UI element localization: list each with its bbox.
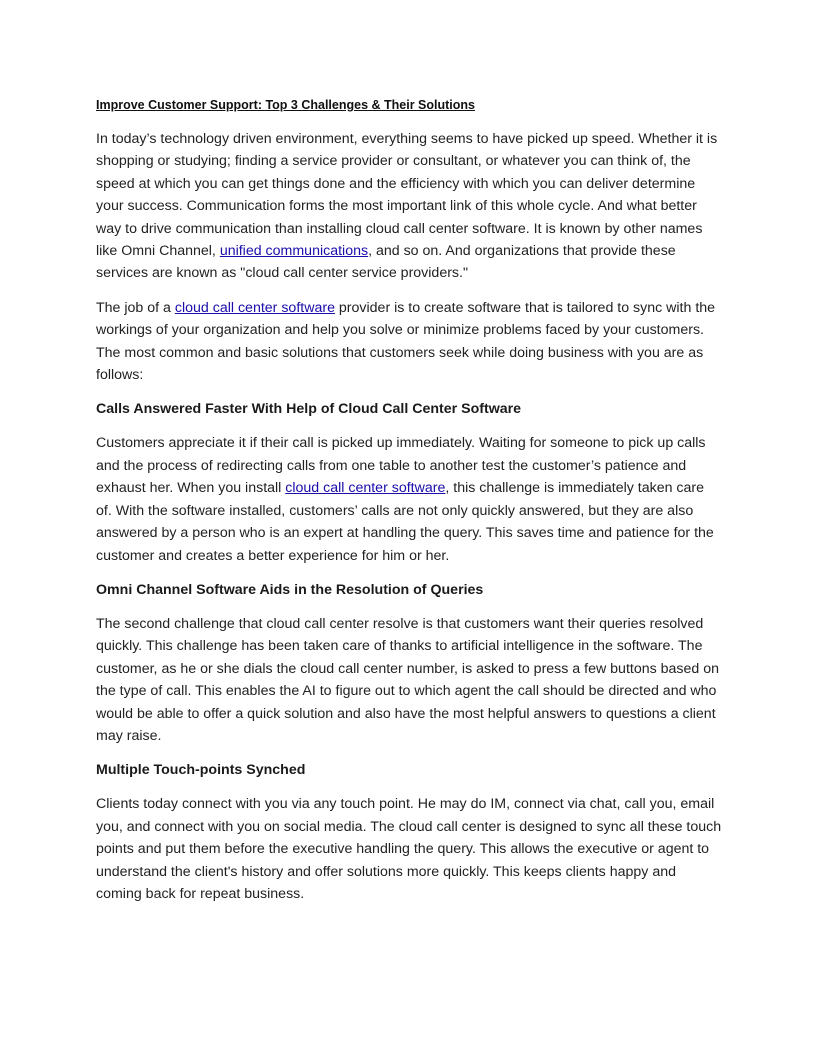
section-heading-omni-channel: Omni Channel Software Aids in the Resolution of Queries <box>96 581 484 598</box>
unified-communications-link[interactable]: unified communications <box>219 243 369 260</box>
provider-text-1: The job of a <box>96 299 175 316</box>
provider-text-2: provider is to create software that is tailored to sync with the workings of your organization and help you solve or minimize problems faced by your customers. The most common and basic solutions that customers seek while doing business with you are as follows: <box>96 299 716 384</box>
calls-answered-paragraph <box>96 432 722 566</box>
document-page <box>96 96 722 917</box>
cloud-call-center-software-link-2[interactable]: cloud call center software <box>285 480 446 497</box>
cloud-call-center-software-link-1[interactable]: cloud call center software <box>174 299 335 316</box>
intro-paragraph <box>96 128 722 285</box>
omni-channel-paragraph: The second challenge that cloud call center resolve is that customers want their queries resolved quickly. This challenge has been taken care of thanks to artificial intelligence in the software. The customer, as he or she dials the cloud call center number, is asked to press a few buttons based on the type of call. This enables the AI to figure out to which agent the call should be directed and who would be able to offer a quick solution and also have the most helpful answers to questions a client may raise. <box>96 615 720 744</box>
provider-paragraph <box>96 297 722 387</box>
section-heading-calls-answered: Calls Answered Faster With Help of Cloud Call Center Software <box>96 401 522 418</box>
touch-points-paragraph: Clients today connect with you via any touch point. He may do IM, connect via chat, call you, email you, and connect with you on social media. The cloud call center is designed to sync all these touch points and put them before the executive handling the query. This allows the executive or agent to understand the client's history and offer solutions more quickly. This keeps clients happy and coming back for repeat business. <box>96 796 722 902</box>
document-title: Improve Customer Support: Top 3 Challenges & Their Solutions <box>96 98 475 112</box>
calls-text-1: Customers appreciate it if their call is picked up immediately. Waiting for someone to pick up calls and the process of redirecting calls from one table to another test the customer’s patience and exhaust her. When you install <box>96 435 706 497</box>
calls-text-2: , this challenge is immediately taken care of. With the software installed, customers’ calls are not only quickly answered, but they are also answered by a person who is an expert at handling the query. This saves time and patience for the customer and creates a better experience for him or her. <box>96 480 714 564</box>
section-heading-touch-points: Multiple Touch-points Synched <box>96 762 306 779</box>
intro-text-1: In today’s technology driven environment, everything seems to have picked up speed. Whether it is shopping or studying; finding a service provider or consultant, or whatever you can think of, the speed at which you can get things done and the efficiency with which you can deliver determine your success. Communication forms the most important link of this whole cycle. And what better way to drive communication than installing cloud call center software. It is known by other names like Omni Channel, <box>96 131 718 260</box>
intro-text-2: , and so on. And organizations that provide these services are known as "cloud call center service providers." <box>96 243 676 282</box>
